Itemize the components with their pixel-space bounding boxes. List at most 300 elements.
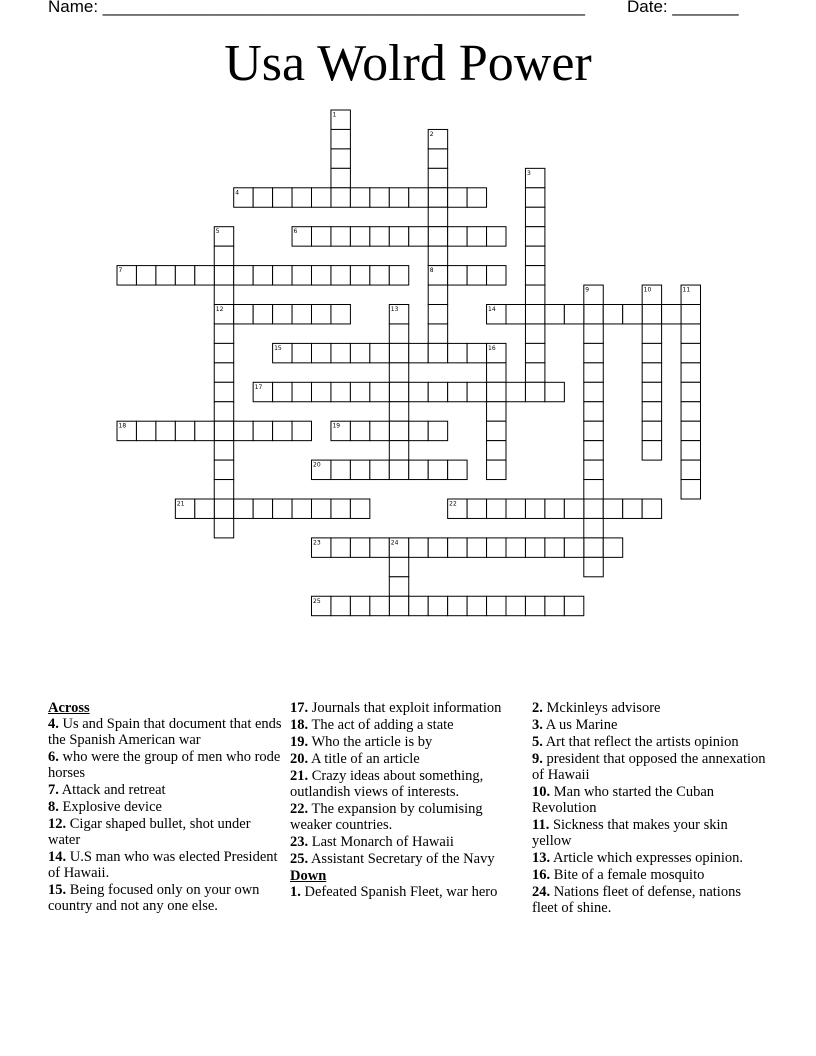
grid-cell[interactable] [370,596,389,615]
clue-text: The expansion by columising weaker countries. [290,801,483,833]
grid-cell[interactable] [389,227,408,246]
grid-cell[interactable] [214,518,233,537]
cell-number: 23 [313,539,321,547]
grid-cell[interactable] [428,207,447,226]
grid-cell[interactable] [681,402,700,421]
clue-text: Art that reflect the artists opinion [542,734,739,750]
grid-cell[interactable] [214,285,233,304]
grid-cell[interactable] [409,343,428,362]
grid-cell[interactable] [525,538,544,557]
clue-number: 24. [532,884,551,900]
grid-cell[interactable] [487,266,506,285]
grid-cell[interactable] [487,402,506,421]
grid-cell[interactable] [428,421,447,440]
cell-number: 25 [313,597,321,605]
grid-cell[interactable] [681,421,700,440]
grid-cell[interactable] [389,421,408,440]
clue-number: 15. [48,882,67,898]
grid-cell[interactable] [350,499,369,518]
grid-cell[interactable] [234,266,253,285]
grid-cell[interactable] [681,305,700,324]
grid-cell[interactable] [525,363,544,382]
clue-item [290,834,526,850]
grid-cell[interactable] [487,421,506,440]
grid-cell[interactable] [584,382,603,401]
grid-cell[interactable] [487,363,506,382]
grid-cell[interactable] [331,168,350,187]
grid-cell[interactable] [467,227,486,246]
cell-number: 24 [390,539,399,547]
clue-column-1 [48,700,284,915]
grid-cell[interactable] [467,499,486,518]
grid-cell[interactable] [389,188,408,207]
grid-cell[interactable] [292,343,311,362]
grid-cell[interactable] [253,421,272,440]
clue-item [290,851,526,867]
cell-number: 17 [254,383,263,391]
grid-cell[interactable] [448,188,467,207]
grid-cell[interactable] [428,538,447,557]
clue-item [48,816,284,848]
grid-cell[interactable] [525,305,544,324]
across-clues-part-1 [48,716,284,914]
date-field-label: Date: _______ [627,0,739,16]
grid-cell[interactable] [428,168,447,187]
grid-cell[interactable] [525,266,544,285]
grid-cell[interactable] [525,188,544,207]
clue-item [290,768,526,800]
cell-number: 12 [215,306,224,313]
grid-cell[interactable] [136,266,155,285]
grid-cell[interactable] [448,538,467,557]
grid-cell[interactable] [448,460,467,479]
grid-cell[interactable] [584,402,603,421]
clue-text: Who the article is by [308,734,433,750]
grid-cell[interactable] [409,421,428,440]
grid-cell[interactable] [370,227,389,246]
grid-cell[interactable] [273,305,292,324]
grid-cell[interactable] [214,460,233,479]
cell-number: 11 [682,286,691,294]
grid-cell[interactable] [312,305,331,324]
clue-number: 21. [290,768,309,784]
grid-cell[interactable] [370,538,389,557]
grid-cell[interactable] [428,460,447,479]
grid-cell[interactable] [662,305,681,324]
grid-cell[interactable] [506,499,525,518]
grid-cell[interactable] [350,188,369,207]
cell-number: 5 [215,228,220,236]
grid-cell[interactable] [156,266,175,285]
grid-cell[interactable] [370,460,389,479]
grid-cell[interactable] [525,207,544,226]
grid-cell[interactable] [467,596,486,615]
grid-cell[interactable] [389,596,408,615]
grid-cell[interactable] [273,421,292,440]
grid-cell[interactable] [681,363,700,382]
clue-number: 5. [532,734,543,750]
grid-cell[interactable] [214,266,233,285]
grid-cell[interactable] [331,596,350,615]
grid-cell[interactable] [506,538,525,557]
cell-number: 16 [488,344,496,352]
grid-cell[interactable] [292,382,311,401]
clue-text: Mckinleys advisore [542,700,661,716]
grid-cell[interactable] [253,188,272,207]
clue-number: 2. [532,700,543,716]
grid-cell[interactable] [331,538,350,557]
grid-cell[interactable] [467,343,486,362]
cell-number: 20 [313,461,321,469]
across-heading: Across [48,700,90,716]
cell-number: 3 [526,169,531,177]
grid-cell[interactable] [409,460,428,479]
grid-cell[interactable] [428,246,447,265]
grid-cell[interactable] [370,188,389,207]
grid-cell[interactable] [331,227,350,246]
grid-cell[interactable] [312,266,331,285]
grid-cell[interactable] [448,382,467,401]
cell-number: 14 [488,306,496,313]
clue-item [532,751,768,783]
grid-cell[interactable] [312,382,331,401]
clue-number: 3. [532,717,543,733]
clue-text: The act of adding a state [308,717,454,733]
grid-cell[interactable] [292,266,311,285]
grid-cell[interactable] [350,227,369,246]
clue-column-3 [532,700,768,917]
grid-cell[interactable] [389,460,408,479]
grid-cell[interactable] [603,305,622,324]
grid-cell[interactable] [642,382,661,401]
cell-number: 19 [332,422,341,430]
grid-cell[interactable] [331,188,350,207]
grid-cell[interactable] [331,266,350,285]
grid-cell[interactable] [428,324,447,343]
grid-cell[interactable] [370,421,389,440]
grid-cell[interactable] [545,382,564,401]
grid-cell[interactable] [428,149,447,168]
grid-cell[interactable] [428,285,447,304]
clue-item [290,801,526,833]
grid-cell[interactable] [584,324,603,343]
grid-cell[interactable] [331,343,350,362]
grid-cell[interactable] [584,441,603,460]
grid-cell[interactable] [681,343,700,362]
clue-text: Man who started the Cuban Revolution [532,784,715,816]
grid-cell[interactable] [623,305,642,324]
grid-cell[interactable] [350,382,369,401]
grid-cell[interactable] [428,343,447,362]
grid-cell[interactable] [292,305,311,324]
grid-cell[interactable] [331,499,350,518]
grid-cell[interactable] [642,324,661,343]
down-clues-part-1 [290,884,526,900]
grid-cell[interactable] [525,324,544,343]
grid-cell[interactable] [214,480,233,499]
grid-cell[interactable] [525,596,544,615]
clue-text: Last Monarch of Hawaii [308,834,454,850]
cell-number: 22 [449,500,457,508]
grid-cell[interactable] [350,266,369,285]
grid-cell[interactable] [506,382,525,401]
grid-cell[interactable] [214,343,233,362]
grid-cell[interactable] [331,149,350,168]
grid-cell[interactable] [584,518,603,537]
grid-cell[interactable] [214,246,233,265]
grid-cell[interactable] [545,499,564,518]
grid-cell[interactable] [389,363,408,382]
grid-cell[interactable] [370,343,389,362]
cell-number: 10 [643,286,652,294]
grid-cell[interactable] [564,305,583,324]
grid-cell[interactable] [389,343,408,362]
grid-cell[interactable] [273,188,292,207]
grid-cell[interactable] [584,460,603,479]
clue-number: 17. [290,700,309,716]
grid-cell[interactable] [487,596,506,615]
grid-cell[interactable] [584,480,603,499]
clue-item [48,716,284,748]
grid-cell[interactable] [428,382,447,401]
grid-cell[interactable] [389,266,408,285]
grid-cell[interactable] [253,266,272,285]
grid-cell[interactable] [156,421,175,440]
grid-cell[interactable] [584,557,603,576]
clue-number: 11. [532,817,550,833]
grid-cell[interactable] [331,460,350,479]
grid-cell[interactable] [506,596,525,615]
grid-cell[interactable] [642,343,661,362]
grid-cell[interactable] [487,382,506,401]
grid-cell[interactable] [234,305,253,324]
grid-cell[interactable] [642,499,661,518]
grid-cell[interactable] [214,324,233,343]
grid-cell[interactable] [195,421,214,440]
clue-text: Assistant Secretary of the Navy [308,851,495,867]
grid-cell[interactable] [642,421,661,440]
clue-text: president that opposed the annexation of Hawaii [532,751,766,783]
puzzle-title: Usa Wolrd Power [224,35,592,92]
grid-cell[interactable] [409,188,428,207]
grid-cell[interactable] [370,382,389,401]
grid-cell[interactable] [448,343,467,362]
clue-text: Bite of a female mosquito [550,867,705,883]
grid-cell[interactable] [195,266,214,285]
grid-cell[interactable] [389,577,408,596]
grid-cell[interactable] [350,343,369,362]
grid-cell[interactable] [331,305,350,324]
grid-cell[interactable] [175,421,194,440]
grid-cell[interactable] [584,343,603,362]
grid-cell[interactable] [584,363,603,382]
grid-cell[interactable] [584,305,603,324]
grid-cell[interactable] [506,305,525,324]
clue-number: 12. [48,816,67,832]
grid-cell[interactable] [312,343,331,362]
clue-item [290,884,526,900]
clue-text: Nations fleet of defense, nations fleet of shine. [532,884,741,916]
grid-cell[interactable] [234,421,253,440]
grid-cell[interactable] [603,499,622,518]
clue-item [532,884,768,916]
grid-cell[interactable] [350,421,369,440]
cell-number: 2 [429,130,434,138]
grid-cell[interactable] [448,266,467,285]
clue-item [532,850,768,866]
clue-item [532,867,768,883]
grid-cell[interactable] [292,421,311,440]
clue-item [290,751,526,767]
grid-cell[interactable] [525,382,544,401]
clue-item [290,734,526,750]
clue-text: Crazy ideas about something, outlandish views of interests. [290,768,484,800]
clue-text: A title of an article [308,751,420,767]
clue-item [532,734,768,750]
grid-cell[interactable] [448,596,467,615]
clue-text: Us and Spain that document that ends the Spanish American war [48,716,282,748]
clue-text: U.S man who was elected President of Hawaii. [48,849,278,881]
grid-cell[interactable] [564,538,583,557]
clue-number: 4. [48,716,59,732]
grid-cell[interactable] [214,421,233,440]
grid-cell[interactable] [409,227,428,246]
grid-cell[interactable] [681,441,700,460]
grid-cell[interactable] [389,382,408,401]
grid-cell[interactable] [428,305,447,324]
grid-cell[interactable] [389,557,408,576]
grid-cell[interactable] [292,188,311,207]
cell-number: 21 [176,500,185,508]
clue-text: Being focused only on your own country and not any one else. [48,882,260,914]
grid-cell[interactable] [564,596,583,615]
grid-cell[interactable] [487,441,506,460]
clue-text: A us Marine [542,717,618,733]
grid-cell[interactable] [350,538,369,557]
grid-cell[interactable] [428,596,447,615]
grid-cell[interactable] [214,402,233,421]
cell-number: 8 [429,267,434,275]
clue-item [532,717,768,733]
clue-text: Explosive device [58,799,162,815]
grid-cell[interactable] [467,538,486,557]
grid-cell[interactable] [623,499,642,518]
grid-cell[interactable] [467,382,486,401]
grid-cell[interactable] [331,129,350,148]
name-field-label: Name: ___________________________________________________ [48,0,585,16]
grid-cell[interactable] [409,538,428,557]
grid-cell[interactable] [584,421,603,440]
grid-cell[interactable] [214,441,233,460]
clue-item [48,882,284,914]
grid-cell[interactable] [273,499,292,518]
grid-cell[interactable] [584,538,603,557]
grid-cell[interactable] [545,538,564,557]
grid-cell[interactable] [253,499,272,518]
grid-cell[interactable] [603,538,622,557]
grid-cell[interactable] [428,227,447,246]
grid-cell[interactable] [467,188,486,207]
clue-number: 20. [290,751,309,767]
grid-cell[interactable] [253,305,272,324]
grid-cell[interactable] [389,402,408,421]
clue-item [532,784,768,816]
grid-cell[interactable] [681,324,700,343]
grid-cell[interactable] [642,305,661,324]
grid-cell[interactable] [389,324,408,343]
grid-cell[interactable] [273,382,292,401]
grid-cell[interactable] [525,343,544,362]
clue-number: 18. [290,717,309,733]
grid-cell[interactable] [525,227,544,246]
grid-cell[interactable] [487,227,506,246]
grid-cell[interactable] [564,499,583,518]
grid-cell[interactable] [681,480,700,499]
grid-cell[interactable] [409,596,428,615]
cell-number: 15 [274,344,282,352]
grid-cell[interactable] [136,421,155,440]
grid-cell[interactable] [389,441,408,460]
grid-cell[interactable] [312,227,331,246]
clue-number: 14. [48,849,67,865]
grid-cell[interactable] [214,499,233,518]
grid-cell[interactable] [487,538,506,557]
grid-cell[interactable] [273,266,292,285]
grid-cell[interactable] [545,596,564,615]
grid-cell[interactable] [292,499,311,518]
grid-cell[interactable] [584,499,603,518]
grid-cell[interactable] [525,285,544,304]
clue-number: 19. [290,734,309,750]
grid-cell[interactable] [681,460,700,479]
grid-cell[interactable] [545,305,564,324]
grid-cell[interactable] [312,188,331,207]
grid-cell[interactable] [642,402,661,421]
cell-number: 6 [293,228,298,236]
grid-cell[interactable] [370,266,389,285]
grid-cell[interactable] [487,460,506,479]
grid-cell[interactable] [350,596,369,615]
grid-cell[interactable] [214,363,233,382]
grid-cell[interactable] [681,382,700,401]
grid-cell[interactable] [312,499,331,518]
grid-cell[interactable] [350,460,369,479]
clue-item [48,799,284,815]
grid-cell[interactable] [428,188,447,207]
clue-number: 13. [532,850,551,866]
clue-number: 22. [290,801,309,817]
clue-text: Attack and retreat [58,782,166,798]
grid-cell[interactable] [642,363,661,382]
grid-cell[interactable] [214,382,233,401]
grid-cell[interactable] [195,499,214,518]
clue-text: Defeated Spanish Fleet, war hero [300,884,498,900]
grid-cell[interactable] [525,499,544,518]
grid-cell[interactable] [409,382,428,401]
grid-cell[interactable] [642,441,661,460]
clue-item [290,717,526,733]
grid-cell[interactable] [234,499,253,518]
grid-cell[interactable] [467,266,486,285]
grid-cell[interactable] [331,382,350,401]
down-clues-part-2 [532,700,768,916]
across-clues-part-2 [290,700,526,867]
grid-cell[interactable] [448,227,467,246]
grid-cell[interactable] [525,246,544,265]
grid-cell[interactable] [175,266,194,285]
cell-number: 9 [585,286,590,294]
grid-cell[interactable] [487,499,506,518]
